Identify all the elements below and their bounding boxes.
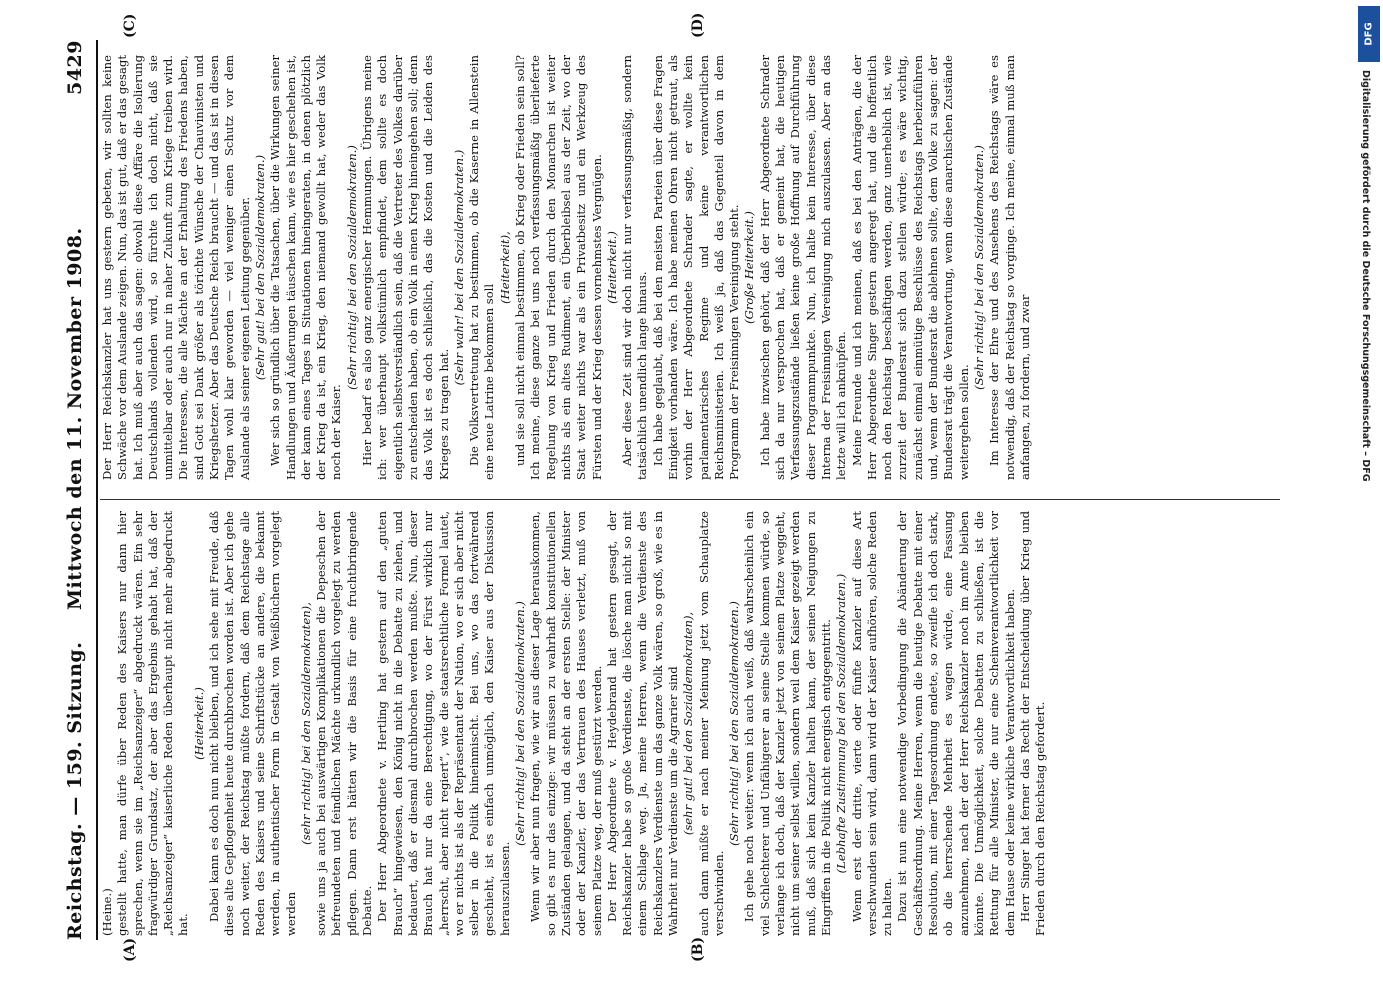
paragraph: Wenn wir aber nun fragen, wie wir aus dieser Lage herauskommen, so gibt es nur das einzige: wir müssen zu wahrhaft konstitutionellen Zuständen gelangen, und da steht an der ersten Stelle: der Minister oder der Kanzler, der das Vertrauen des Hauses verletzt, muß von seinem Platze weg, der muß gestürzt werden. (528, 511, 604, 936)
interjection: (Lebhafte Zustimmung bei den Sozialdemokraten.) (834, 573, 849, 874)
paragraph: Ich habe inzwischen gehört, daß der Herr Abgeordnete Schrader sich da nur versprochen hat, daß er gemeint hat, die heutigen Verfassungszustände ließen keine große Hoffnung auf Durchführung dieser Programmpunkte. Nun, ich halte kein Interesse, über diese Interna der Freisinnigen Vereinigung mich auszulassen. Aber an das letzte will ich anknüpfen. (757, 55, 849, 480)
paragraph: Wenn erst der dritte, vierte oder fünfte Kanzler auf diese Art verschwunden sein wird, dann wird der Kaiser aufhören, solche Reden zu halten. (849, 511, 895, 936)
paragraph: Hier bedarf es also ganz energischer Hemmungen. Übrigens meine ich: wer überhaupt volkstümlich empfindet, dem sollte es doch eigentlich selbstverständlich sein, daß die Vertreter des Volkes darüber zu entscheiden haben, ob ein Volk in einen Krieg hineingehen soll; denn das Volk ist es doch schließlich, das die Kosten und die Leiden des Krieges zu tragen hat. (360, 55, 451, 480)
paragraph: Aber diese Zeit sind wir doch nicht nur verfassungsmäßig, sondern tatsächlich unendlich lange hinaus. (620, 55, 650, 480)
interjection: (Heiterkeit.) (191, 687, 206, 760)
interjection: (sehr gut! bei den Sozialdemokraten), (681, 611, 696, 836)
margin-mark-d: (D) (690, 12, 706, 38)
interjection: (Sehr richtig! bei den Sozialdemokraten.) (727, 601, 742, 846)
paragraph: Der Herr Abgeordnete v. Heydebrand hat gestern gesagt, der Reichskanzler habe so große Verdienste, die lösche man nicht so mit einem Schlage weg. Ja, meine Herren, wenn die Verdienste des Reichskanzlers Verdienste um das ganze Volk wären, so groß, wie es in Wahrheit nur Verdienste um die Agrarier sind (604, 511, 680, 936)
paragraph: Der Herr Reichskanzler hat uns gestern gebeten, wir sollten keine Schwäche vor dem Auslande zeigen. Nun, das ist gut, daß er das gesagt hat. Ich muß aber auch das sagen: obwohl diese Affäre die Isolierung Deutschlands vollenden wird, so fürchte ich doch nicht, daß sie unmittelbar oder auch nur in naher Zukunft zum Kriege treiben wird. Die Interessen, die alle Mächte an der Erhaltung des Friedens haben, sind Gott sei Dank größer als törichte Wünsche der Chauvinisten und Kriegshetzer. Aber das Deutsche Reich braucht — und das ist in diesen Tagen wohl klar geworden — viel weniger einen Schutz vor dem Auslande als seiner eigenen Leitung gegenüber. (100, 55, 252, 480)
paragraph: Ich habe geglaubt, daß bei den meisten Parteien über diese Fragen Einigkeit vorhanden wäre. Ich habe meinen Ohren nicht getraut, als vorhin der Herr Abgeordnete Schrader sagte, er wollte kein parlamentarisches Regime und keine verantwortlichen Reichsministerien. Ich weiß ja, daß das Gegenteil davon in dem Programm der Freisinnigen Vereinigung steht. (650, 55, 742, 480)
paragraph: (Heine.) (100, 888, 114, 936)
paragraph: sowie uns ja auch bei auswärtigen Komplikationen die Depeschen der befreundeten und feindlichen Mächte urkundlich vorgelegt zu werden pflegen. Dann erst hätten wir die Basis für eine fruchtbringende Debatte. (314, 511, 375, 936)
digitization-credit (1360, 70, 1379, 690)
interjection: (sehr richtig! bei den Sozialdemokraten), (298, 602, 313, 845)
paragraph: und sie soll nicht einmal bestimmen, ob Krieg oder Frieden sein soll? Ich meine, diese ganze bei uns noch verfassungsmäßig überlieferte Regelung von Krieg und Frieden durch den Monarchen ist weiter nichts als ein altes Rudiment, ein Überbleibsel aus der Zeit, wo der Staat weiter nichts war als ein Privatbesitz und ein Werkzeug des Fürsten und der Krieg dessen vornehmstes Vergnügen. (513, 55, 604, 480)
dfg-logo-text: DFG (1363, 22, 1375, 46)
interjection: (Sehr richtig! bei den Sozialdemokraten.) (344, 145, 359, 390)
header-session: Reichstag. — 159. Sitzung. (64, 641, 86, 940)
paragraph: Im Interesse der Ehre und des Ansehens des Reichstags wäre es notwendig, daß der Reichstag so vorginge. Ich meine, einmal muß man anfangen, zu fordern, und zwar (987, 55, 1032, 480)
credit-text: Digitalisierung gefördert durch die Deutsche Forschungsgemeinschaft – DFG (1360, 70, 1371, 482)
paragraph: Herr Singer hat ferner das Recht der Entscheidung über Krieg und Frieden durch den Reichstag gefordert. (1017, 511, 1048, 936)
paragraph: Wer sich so gründlich über die Tatsachen, über die Wirkungen seiner Handlungen und Äußerungen täuschen kann, wie es hier geschehen ist, der kann eines Tages in Situationen hineingeraten, in denen plötzlich der Krieg da ist, ein Krieg, den niemand gewollt hat, weder das Volk noch der Kaiser. (268, 55, 344, 480)
interjection: (Sehr wahr! bei den Sozialdemokraten.) (451, 149, 466, 386)
interjection: (Heiterkeit), (497, 231, 512, 304)
margin-mark-c: (C) (122, 13, 138, 38)
page-header (58, 40, 98, 940)
interjection: (Große Heiterkeit.) (742, 211, 757, 324)
paragraph: Der Herr Abgeordnete v. Hertling hat gestern auf den „guten Brauch“ hingewiesen, den König nicht in die Debatte zu ziehen, und bedauert, daß er diesmal durchbrochen werden mußte. Nun, dieser Brauch hat nur da eine Berechtigung, wo der Fürst wirklich nur „herrscht, aber nicht regiert“, wie die staatsrechtliche Formel lautet, wo er nichts ist als der Repräsentant der Nation, wo er sich aber nicht selber in die Politik hineinmischt. Bei uns, wo das fortwährend geschieht, ist es einfach unmöglich, den Kaiser aus der Diskussion herauszulassen. (375, 511, 512, 936)
paragraph: Dazu ist nun eine notwendige Vorbedingung die Abänderung der Geschäftsordnung. Meine Herren, wenn die heutige Debatte mit einer Resolution, mit einer Tagesordnung endete, so zweifle ich doch stark, ob die herrschende Mehrheit es wagen würde, eine Fassung anzunehmen, nach der der Herr Reichskanzler noch im Amte bleiben könnte. Die Unmöglichkeit, solche Debatten zu schließen, ist die Rettung für alle Minister, die nur eine Scheinverantwortlichkeit vor dem Hause oder keine wirkliche Verantwortlichkeit haben. (895, 511, 1017, 936)
paragraph: Ich gehe noch weiter: wenn ich auch weiß, daß wahrscheinlich ein viel Schlechterer und Unfähigerer an seine Stelle kommen würde, so verlange ich doch, daß der Kanzler jetzt von seinem Platze weggeht, nicht um seiner selbst willen, sondern weil dem Kaiser gezeigt werden muß, daß sich kein Kanzler halten kann, der seinen Neigungen zu Eingriffen in die Politik nicht energisch entgegentritt. (742, 511, 833, 936)
column-divider (100, 499, 1280, 500)
page-number: 5429 (64, 40, 86, 95)
paragraph: gestellt hatte, man dürfe über Reden des Kaisers nur dann hier sprechen, wenn sie im „Reichsanzeiger“ abgedruckt wären. Ein sehr fragwürdiger Grundsatz, der aber das Ergebnis gehabt hat, daß der „Reichsanzeiger“ kaiserliche Reden überhaupt nicht mehr abgedruckt hat. (115, 511, 191, 936)
paragraph: Meine Freunde und ich meinen, daß es bei den Anträgen, die der Herr Abgeordnete Singer gestern angeregt hat, und die hoffentlich noch den Reichstag beschäftigen werden, ganz unerheblich ist, wie zurzeit der Bundesrat sich dazu stellen würde; es wäre wichtig, zunächst einmal einmütige Beschlüsse des Reichstags herbeizuführen und, wenn der Bundesrat die ablehnen sollte, dem Volke zu sagen: der Bundesrat trägt die Verantwortung, wenn diese anarchischen Zustände weitergehen sollen. (849, 55, 971, 480)
interjection: (Sehr richtig! bei den Sozialdemokraten.) (971, 145, 986, 390)
paragraph: Die Volksvertretung hat zu bestimmen, ob die Kaserne in Allenstein eine neue Latrine bekommen soll (467, 55, 497, 480)
paragraph: auch dann müßte er nach meiner Meinung jetzt vom Schauplatze verschwinden. (696, 511, 726, 936)
right-column (100, 55, 1033, 480)
dfg-logo (1358, 6, 1380, 62)
paragraph: Dabei kann es doch nun nicht bleiben, und ich sehe mit Freude, daß diese alte Gepflogenheit heute durchbrochen worden ist. Aber ich gehe noch weiter, der Reichstag müßte fordern, daß dem Reichstage alle Reden des Kaisers und seine Schriftstücke an andere, die bekannt werden, in authentischer Form in Gestalt von Weißbüchern vorgelegt werden (207, 511, 298, 936)
interjection: (Sehr gut! bei den Sozialdemokraten.) (252, 154, 267, 381)
header-rule (96, 40, 98, 940)
header-date: Mittwoch den 11. November 1908. (64, 227, 86, 610)
interjection: (Sehr richtig! bei den Sozialdemokraten.) (513, 601, 528, 846)
margin-mark-b: (B) (690, 936, 706, 962)
left-column (100, 511, 1048, 936)
interjection: (Heiterkeit.) (604, 231, 619, 304)
margin-mark-a: (A) (122, 937, 138, 962)
